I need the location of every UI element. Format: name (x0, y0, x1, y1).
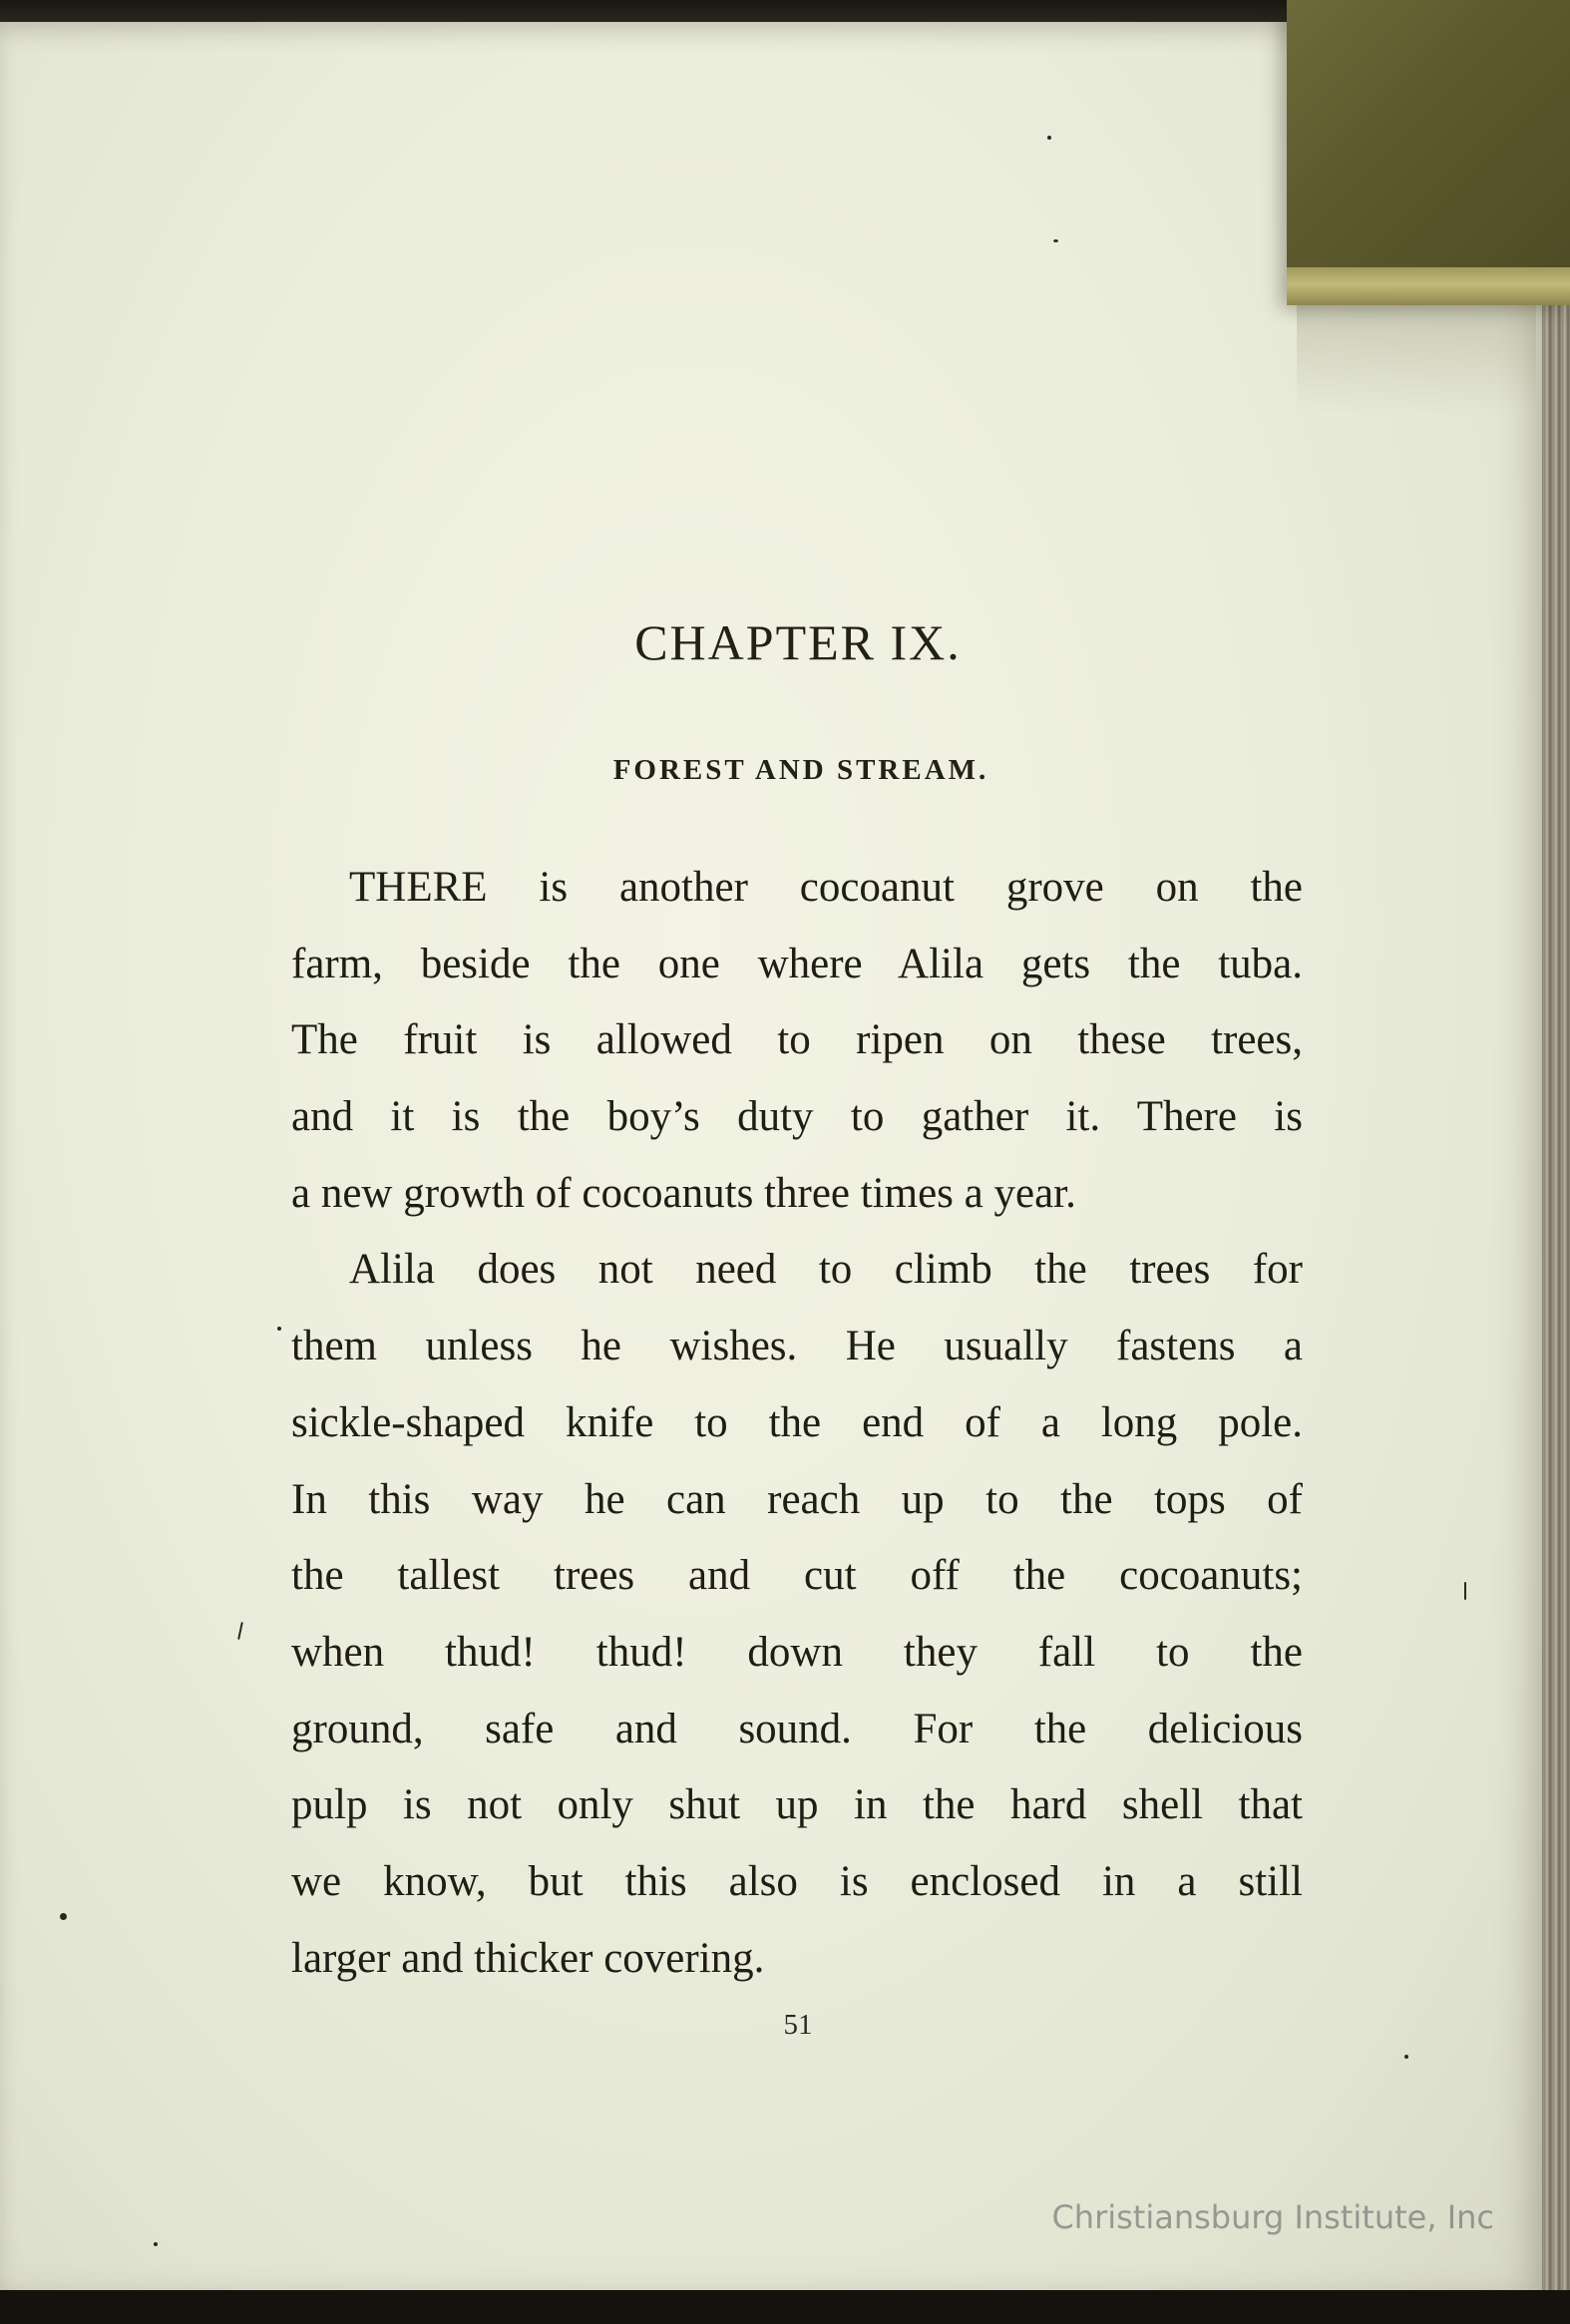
text-line: we know, but this also is enclosed in a still (291, 1857, 1303, 1905)
page-number: 51 (783, 2009, 813, 2041)
paper-speck (154, 2242, 158, 2246)
text-line: The fruit is allowed to ripen on these trees, (291, 1016, 1303, 1064)
text-line: Alila does not need to climb the trees for (349, 1246, 1303, 1294)
bookmark-tab-edge (1287, 267, 1570, 305)
text-line: and it is the boy’s duty to gather it. There is (291, 1093, 1303, 1141)
body-text (291, 850, 1303, 1997)
paper-speck (1053, 239, 1058, 242)
chapter-title: CHAPTER IX. (634, 614, 962, 670)
text-line: when thud! thud! down they fall to the (291, 1628, 1303, 1676)
book-cover-bottom-edge (0, 2290, 1570, 2324)
text-line: a new growth of cocoanuts three times a year. (291, 1169, 1076, 1217)
paper-speck (1464, 1582, 1466, 1600)
paper-speck (60, 1913, 67, 1920)
chapter-subtitle: FOREST AND STREAM. (612, 754, 989, 786)
text-line: ground, safe and sound. For the delicious (291, 1705, 1303, 1752)
text-line: pulp is not only shut up in the hard shell that (291, 1781, 1303, 1829)
bookmark-shadow (1297, 305, 1536, 415)
text-line: sickle-shaped knife to the end of a long pole. (291, 1398, 1303, 1446)
paper-speck (1404, 2055, 1408, 2059)
text-line: the tallest trees and cut off the cocoanuts; (291, 1552, 1303, 1600)
paper-speck (277, 1327, 281, 1331)
text-line: them unless he wishes. He usually fastens a (291, 1323, 1303, 1370)
text-line: farm, beside the one where Alila gets the tuba. (291, 940, 1303, 987)
text-line: In this way he can reach up to the tops of (291, 1475, 1303, 1523)
text-line: larger and thicker covering. (291, 1934, 765, 1982)
text-line: THERE is another cocoanut grove on the (349, 864, 1303, 911)
watermark-text: Christiansburg Institute, Inc (1051, 2198, 1494, 2236)
paper-speck (1047, 136, 1051, 140)
bookmark-tab (1287, 0, 1570, 299)
